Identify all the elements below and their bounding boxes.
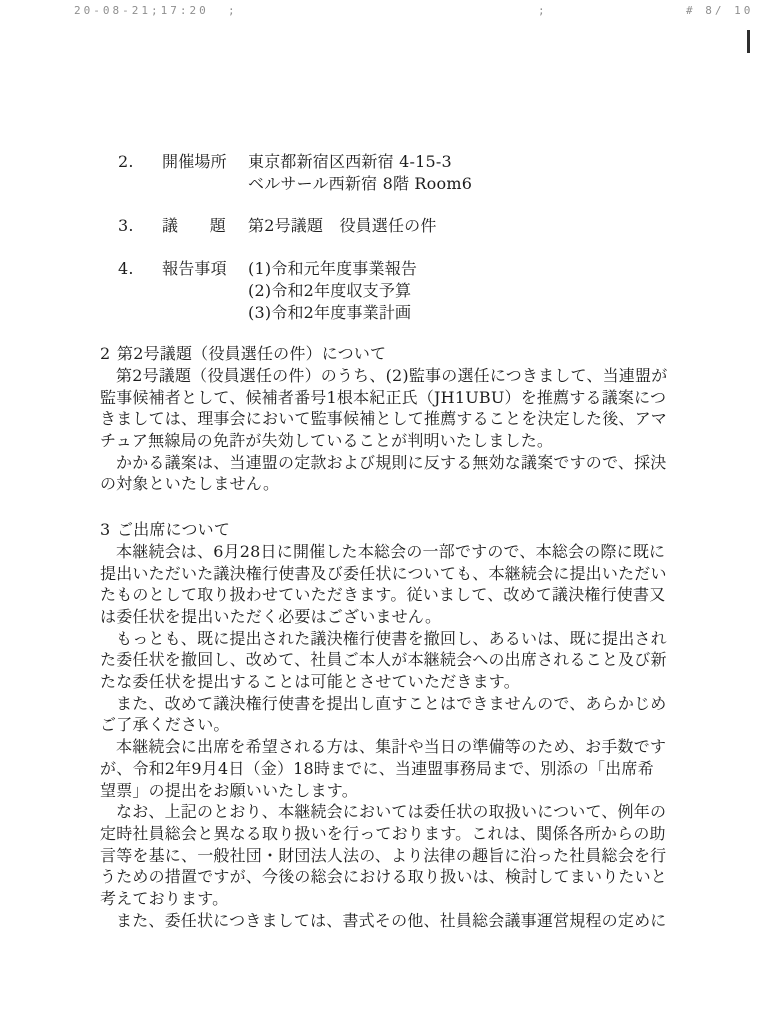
text-line: が、令和2年9月4日（金）18時までに、当連盟事務局まで、別添の「出席希 (100, 758, 654, 778)
item-number: 3. (118, 216, 134, 236)
meeting-info-list (100, 151, 672, 323)
text-line: 定時社員総会と異なる取り扱いを行っております。これは、関係各所からの助 (100, 823, 666, 843)
section-heading (100, 519, 672, 541)
text-line: は委任状を提出いただく必要はございません。 (100, 606, 442, 626)
section-title: ご出席について (117, 520, 231, 540)
paragraph (100, 801, 672, 910)
text-line: もっとも、既に提出された議決権行使書を撤回し、あるいは、既に提出され (116, 628, 667, 648)
text-line: また、改めて議決権行使書を提出し直すことはできませんので、あらかじめ (116, 693, 667, 713)
section-agenda-item-2 (100, 343, 672, 495)
text-line: (2)令和2年度収支予算 (248, 280, 412, 300)
text-line: 東京都新宿区西新宿 4-15-3 (248, 152, 452, 171)
section-heading (100, 343, 672, 365)
paragraph (100, 452, 672, 495)
paragraph (100, 910, 672, 932)
text-line: かかる議案は、当連盟の定款および規則に反する無効な議案ですので、採決 (116, 452, 667, 472)
text-line: 第2号議題（役員選任の件）のうち、(2)監事の選任につきまして、当連盟が (116, 365, 668, 385)
text-line: きましては、理事会において監事候補として推薦することを決定した後、アマ (100, 409, 668, 429)
text-line: ご了承ください。 (100, 715, 230, 735)
text-line: たな委任状を提出することは可能とさせていただきます。 (100, 672, 520, 692)
item-label-reports: 報告事項 (162, 259, 227, 279)
section-number: 2 (100, 344, 111, 364)
text-line: (3)令和2年度事業計画 (248, 302, 412, 322)
info-row-agenda (100, 215, 672, 237)
fax-timestamp: 20-08-21;17:20 ; (74, 4, 238, 17)
text-line: 考えております。 (100, 889, 229, 909)
text-line: の対象といたしません。 (100, 474, 280, 494)
text-line: ベルサール西新宿 8階 Room6 (248, 173, 473, 193)
paragraph (100, 736, 672, 801)
text-line: 提出いただいた議決権行使書及び委任状についても、本継続会に提出いただい (100, 563, 667, 583)
item-label-agenda: 議 題 (162, 216, 226, 236)
item-number: 2. (118, 152, 134, 171)
fax-header (0, 4, 777, 20)
text-line: うための措置ですが、今後の総会における取り扱いは、検討してまいりたいと (100, 867, 668, 887)
text-line: た委任状を撤回し、改めて、社員ご本人が本継続会への出席されること及び新 (100, 650, 667, 670)
text-line: また、委任状につきましては、書式その他、社員総会議事運営規程の定めに (116, 910, 667, 930)
fax-header-separator: ; (538, 4, 548, 17)
text-line: なお、上記のとおり、本継続会においては委任状の取扱いについて、例年の (116, 802, 667, 822)
item-value-venue (248, 151, 672, 194)
text-line: たものとして取り扱わせていただきます。従いまして、改めて議決権行使書又 (100, 585, 666, 605)
info-row-reports (100, 258, 672, 323)
section-attendance (100, 519, 672, 931)
paragraph (100, 365, 672, 452)
scan-artifact-mark (747, 30, 750, 53)
paragraph (100, 693, 672, 736)
item-value-reports (248, 258, 672, 323)
paragraph (100, 541, 672, 628)
fax-page-indicator: # 8/ 10 (686, 4, 754, 17)
text-line: 第2号議題 役員選任の件 (248, 216, 437, 236)
text-line: 言等を基に、一般社団・財団法人法の、より法律の趣旨に沿った社員総会を行 (100, 845, 667, 865)
item-value-agenda (248, 215, 672, 237)
text-line: 監事候補者として、候補者番号1根本紀正氏（JH1UBU）を推薦する議案につ (100, 387, 667, 407)
text-line: (1)令和元年度事業報告 (248, 259, 418, 279)
item-number: 4. (118, 259, 134, 279)
item-label-venue: 開催場所 (162, 152, 227, 171)
section-title: 第2号議題（役員選任の件）について (117, 344, 387, 364)
paragraph (100, 628, 672, 693)
text-line: 本継続会は、6月28日に開催した本総会の一部ですので、本総会の際に既に (116, 541, 666, 561)
text-line: チュア無線局の免許が失効していることが判明いたしました。 (100, 431, 554, 451)
text-line: 本継続会に出席を希望される方は、集計や当日の準備等のため、お手数です (116, 737, 667, 757)
section-number: 3 (100, 520, 111, 540)
text-line: 望票」の提出をお願いいたします。 (100, 780, 358, 800)
info-row-venue (100, 151, 672, 194)
document-body (100, 151, 672, 932)
